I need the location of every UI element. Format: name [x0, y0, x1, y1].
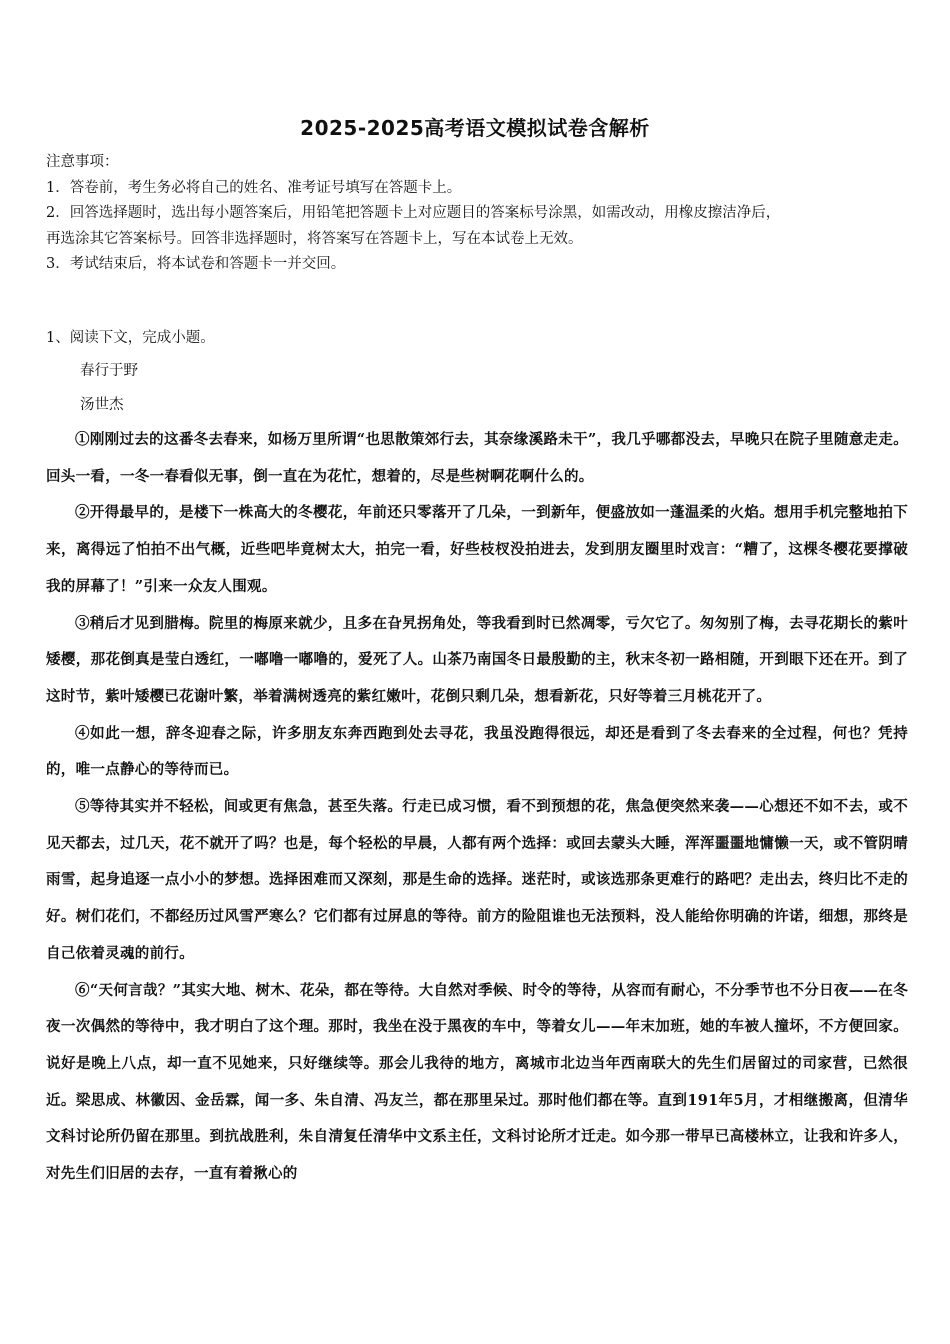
passage-paragraph: ⑥“天何言哉？”其实大地、树木、花朵，都在等待。大自然对季候、时令的等待，从容而有耐心，不分季节也不分日夜——在冬夜一次偶然的等待中，我才明白了这个理。那时，我坐在没于黑夜的车中，等着女儿——年末加班，她的车被人撞坏，不方便回家。说好是晚上八点，却一直不见她来，只好继续等。那会儿我待的地方，离城市北边当年西南联大的先生们居留过的司家营，已然很近。梁思成、林徽因、金岳霖，闻一多、朱自清、冯友兰，都在那里呆过。那时他们都在等。直到191年5月，才相继搬离，但清华文科讨论所仍留在那里。到抗战胜利，朱自清复任清华中文系主任，文科讨论所才迁走。如今那一带早已高楼林立，让我和许多人，对先生们旧居的去存，一直有着揪心的	[46, 981, 908, 1183]
passage-paragraph: ⑤等待其实并不轻松，间或更有焦急，甚至失落。行走已成习惯，看不到预想的花，焦急便突然来袭——心想还不如不去，或不见天都去，过几天，花不就开了吗？也是，每个轻松的早晨，人都有两个选择：或回去蒙头大睡，浑浑噩噩地慵懒一天，或不管阴晴雨雪，起身追逐一点小小的梦想。选择困难而又深刻，那是生命的选择。迷茫时，或该选那条更难行的路吧？走出去，终归比不走的好。树们花们，不都经历过风雪严寒么？它们都有过屏息的等待。前方的险阻谁也无法预料，没人能给你明确的许诺，细想，那终是自己依着灵魂的前行。	[46, 798, 908, 962]
notice-item: 3．考试结束后，将本试卷和答题卡一并交回。	[46, 256, 346, 272]
question-prompt: 1、阅读下文，完成小题。	[46, 330, 215, 346]
notice-heading: 注意事项：	[46, 154, 119, 170]
page-title: 2025-2025高考语文模拟试卷含解析	[300, 116, 650, 140]
notice-item: 2．回答选择题时，选出每小题答案后，用铅笔把答题卡上对应题目的答案标号涂黑，如需改动，用橡皮擦洁净后，	[46, 205, 781, 221]
passage-paragraph: ④如此一想，辞冬迎春之际，许多朋友东奔西跑到处去寻花，我虽没跑得很远，却还是看到了冬去春来的全过程，何也？凭持的，唯一点静心的等待而已。	[46, 724, 908, 779]
passage-paragraph: ③稍后才见到腊梅。院里的梅原来就少，且多在旮旯拐角处，等我看到时已然凋零，亏欠它了。匆匆别了梅，去寻花期长的紫叶矮樱，那花倒真是莹白透红，一嘟噜一嘟噜的，爱死了人。山茶乃南国冬日最殷勤的主，秋末冬初一路相随，开到眼下还在开。到了这时节，紫叶矮樱已花谢叶繁，举着满树透亮的紫红嫩叶，花倒只剩几朵，想看新花，只好等着三月桃花开了。	[46, 614, 908, 705]
notice-item: 再选涂其它答案标号。回答非选择题时，将答案写在答题卡上，写在本试卷上无效。	[46, 230, 583, 247]
passage-title: 春行于野	[80, 363, 138, 379]
passage-author: 汤世杰	[80, 397, 124, 413]
reading-passage	[46, 422, 908, 1193]
notice-item: 1．答卷前，考生务必将自己的姓名、准考证号填写在答题卡上。	[46, 179, 462, 196]
passage-paragraph: ①刚刚过去的这番冬去春来，如杨万里所谓“也思散策郊行去，其奈缘溪路未干”，我几乎哪都没去，早晚只在院子里随意走走。回头一看，一冬一春看似无事，倒一直在为花忙，想着的，尽是些树啊花啊什么的。	[46, 431, 908, 485]
passage-paragraph: ②开得最早的，是楼下一株高大的冬樱花，年前还只零落开了几朵，一到新年，便盛放如一蓬温柔的火焰。想用手机完整地拍下来，离得远了怕拍不出气概，近些吧毕竟树太大，拍完一看，好些枝杈没拍进去，发到朋友圈里时戏言：“糟了，这棵冬樱花要撑破我的屏幕了！”引来一众友人围观。	[46, 504, 908, 595]
notice-section	[46, 150, 906, 278]
